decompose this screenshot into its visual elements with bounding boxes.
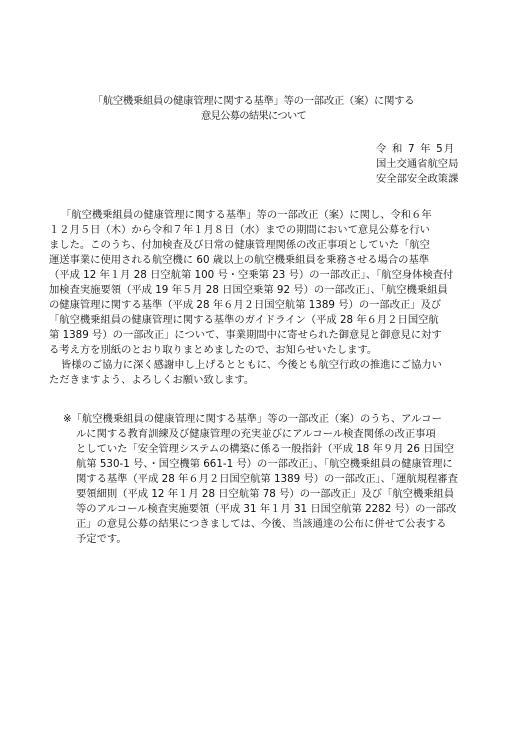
body-line: の健康管理に関する基準（平成 28 年６月２日国空航第 1389 号）の一部改正」及び [49, 299, 442, 311]
note-line: としていた「安全管理システムの構築に係る一般指針（平成 18 年９月 26 日国空 [76, 443, 455, 455]
document-title-line-2: 意見公募の結果について [200, 110, 307, 122]
body-line: 「航空機乗組員の健康管理に関する基準」等の一部改正（案）に関し、令和６年 [61, 209, 432, 221]
note-line: 航第 530-1 号、・国空機第 661-1 号）の一部改正」、「航空機乗組員の健康管理に [76, 458, 453, 470]
note-line: ※「航空機乗組員の健康管理に関する基準」等の一部改正（案）のうち、アルコー [63, 413, 442, 425]
body-line: 皆様のご協力に深く感謝申し上げるとともに、今後とも航空行政の推進にご協力い [61, 359, 442, 371]
body-line: ました。このうち、付加検査及び日常の健康管理関係の改正事項としていた「航空 [49, 239, 430, 251]
body-line: （平成 12 年１月 28 日空航第 100 号・空乗第 23 号）の一部改正」、「航空身体検査付 [49, 269, 454, 281]
issuer-organization: 国土交通省航空局 [376, 158, 459, 170]
body-line: 「航空機乗組員の健康管理に関する基準のガイドライン（平成 28 年６月２日国空航 [49, 314, 439, 326]
body-line: 第 1389 号）の一部改正」について、事業期間中に寄せられた御意見と御意見に対す [49, 329, 442, 341]
issuer-division: 安全部安全政策課 [376, 173, 459, 185]
note-line: 要領細則（平成 12 年１月 28 日空航第 78 号）の一部改正」及び「航空機乗組員 [76, 488, 455, 500]
body-line: 運送事業に使用される航空機に 60 歳以上の航空機乗組員を乗務させる場合の基準 [49, 254, 430, 266]
body-line: る考え方を別紙のとおり取りまとめましたので、お知らせいたします。 [49, 344, 378, 356]
note-line: 正」の意見公募の結果につきましては、今後、当該通達の公布に併せて公表する [76, 518, 447, 530]
note-line: ルに関する教育訓練及び健康管理の充実並びにアルコール検査関係の改正事項 [76, 428, 436, 440]
note-line: 等のアルコール検査実施要領（平成 31 年１月 31 日国空航第 2282 号）の一部改 [76, 503, 457, 515]
body-line: １２月５日（木）から令和７年１月８日（水）までの期間において意見公募を行い [49, 224, 430, 236]
body-line: 加検査実施要領（平成 19 年５月 28 日国空乗第 92 号）の一部改正」、「航空機乗組員 [49, 284, 448, 296]
note-line: 関する基準（平成 28 年６月２日国空航第 1389 号）の一部改正」、「運航規程審査 [76, 473, 458, 485]
body-line: ただきますよう、よろしくお願い致します。 [49, 374, 255, 386]
document-date: 令 和 7 年 5月 [376, 143, 456, 155]
note-line: 予定です。 [76, 533, 127, 545]
document-title-line-1: 「航空機乗組員の健康管理に関する基準」等の一部改正（案）に関する [92, 95, 415, 107]
